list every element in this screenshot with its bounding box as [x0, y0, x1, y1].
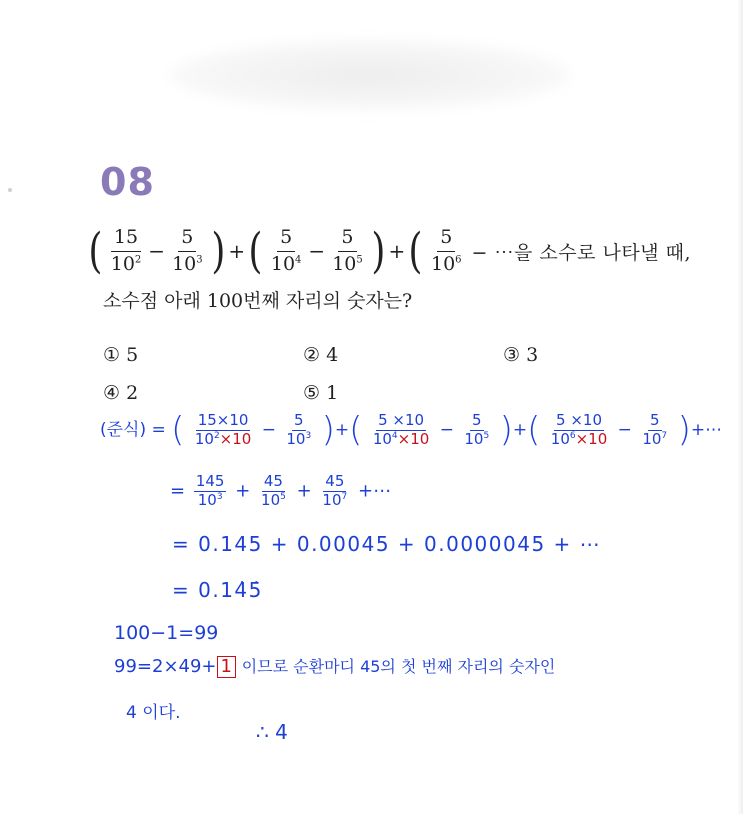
base: 10: [286, 429, 306, 448]
choice-3[interactable]: ③ 3: [503, 344, 539, 366]
open-paren: (: [408, 223, 423, 279]
solution-line-5: 100−1=99: [114, 622, 219, 644]
close-paren: ): [321, 410, 335, 450]
solution-line-2: [170, 474, 391, 509]
plus-sign: +: [388, 239, 406, 263]
open-paren: (: [171, 410, 185, 450]
question-line-2: 소수점 아래 100번째 자리의 숫자는?: [103, 290, 413, 312]
open-paren: (: [88, 223, 103, 279]
minus-sign: −: [617, 420, 632, 440]
open-paren: (: [527, 410, 541, 450]
numerator: 5: [649, 410, 660, 429]
denominator: [259, 492, 288, 509]
question-number: 08: [100, 160, 155, 204]
denominator: [329, 252, 366, 276]
numerator: 5: [437, 227, 455, 252]
exponent: 6: [569, 430, 576, 441]
exponent: 3: [216, 491, 223, 502]
fraction: [108, 227, 145, 276]
exponent: 5: [280, 491, 286, 502]
minus-sign: −: [148, 239, 166, 263]
choice-1[interactable]: ① 5: [103, 344, 139, 366]
open-paren: (: [248, 223, 263, 279]
denominator: [428, 252, 465, 276]
numerator: 5: [277, 227, 295, 252]
base: 10: [464, 429, 484, 448]
hand-fraction: [194, 474, 227, 509]
numerator: 5: [178, 227, 196, 252]
numerator: 5: [338, 227, 356, 252]
denominator: [284, 431, 313, 448]
base: 10: [372, 429, 392, 448]
numerator: 5: [472, 410, 482, 429]
hand-fraction: [284, 410, 313, 448]
exponent: 7: [661, 430, 668, 441]
equation-text: 99=2×49+: [114, 656, 217, 677]
plus-sign: +: [512, 420, 528, 440]
numerator: 15: [111, 227, 141, 252]
denominator: [196, 492, 225, 509]
exponent: 3: [196, 254, 203, 266]
numerator: 5 ×10: [556, 410, 602, 429]
solution-label: (준식) =: [100, 420, 166, 440]
page-edge-shadow: [737, 0, 743, 814]
ellipsis: +⋯: [357, 480, 392, 502]
denominator: [320, 492, 349, 509]
hand-fraction: [259, 474, 288, 509]
fraction: [428, 227, 465, 276]
solution-line-3: = 0.145 + 0.00045 + 0.0000045 + ⋯: [172, 532, 602, 556]
denominator: [169, 252, 206, 276]
exponent: 5: [356, 254, 363, 266]
minus-sign: −: [261, 420, 276, 440]
denominator: [193, 431, 253, 448]
base: 10: [172, 252, 197, 275]
base: 10: [642, 429, 662, 448]
paper-speck: [8, 188, 12, 192]
plus-sign: +: [334, 420, 350, 440]
exponent: 7: [341, 491, 348, 502]
close-paren: ): [371, 223, 386, 279]
base: 10: [261, 490, 281, 509]
solution-line-7: 4 이다.: [126, 703, 181, 723]
denominator: [268, 252, 305, 276]
base: 10: [197, 490, 217, 509]
plus-sign: +: [296, 480, 312, 502]
numerator-text: 15×10: [197, 410, 249, 429]
close-paren: ): [677, 410, 691, 450]
exponent: 2: [134, 254, 142, 266]
base: 10: [332, 252, 357, 275]
fraction: [329, 227, 366, 276]
final-answer: ∴ 4: [256, 720, 288, 744]
base: 10: [194, 429, 214, 448]
solution-line-1: [100, 410, 722, 450]
base: 10: [110, 252, 135, 275]
numerator: 45: [325, 472, 345, 490]
question-trail-text: − ⋯을 소수로 나타낼 때,: [471, 241, 691, 264]
plus-sign: +: [228, 239, 246, 263]
fraction: [268, 227, 305, 276]
numerator: 45: [263, 472, 283, 490]
close-paren: ): [499, 410, 513, 450]
exponent: 6: [455, 254, 462, 266]
boxed-remainder: 1: [217, 656, 236, 678]
exponent: 2: [213, 430, 220, 441]
choice-2[interactable]: ② 4: [303, 344, 339, 366]
red-multiplier: ×10: [219, 429, 252, 448]
explanation-text: 이므로 순환마디 45의 첫 번째 자리의 숫자인: [241, 657, 556, 676]
equals-sign: =: [170, 480, 186, 502]
hand-fraction: [549, 410, 609, 448]
red-multiplier: ×10: [397, 429, 430, 448]
numerator: [196, 410, 251, 431]
numerator-text: 5 ×10: [378, 410, 425, 429]
base: 10: [270, 252, 296, 275]
hand-fraction: [462, 410, 491, 448]
exponent: 4: [295, 254, 302, 266]
minus-sign: −: [439, 420, 454, 440]
choice-5[interactable]: ⑤ 1: [303, 382, 339, 404]
hand-fraction: [371, 410, 431, 448]
numerator: 145: [195, 472, 225, 490]
fraction: [169, 227, 206, 276]
hand-fraction: [320, 474, 349, 509]
numerator: [376, 410, 426, 431]
denominator: [549, 431, 609, 448]
choice-4[interactable]: ④ 2: [103, 382, 139, 404]
ellipsis: +⋯: [690, 420, 723, 440]
close-paren: ): [210, 223, 226, 279]
exponent: 5: [483, 430, 490, 441]
red-multiplier: ×10: [575, 429, 608, 448]
denominator: [640, 431, 669, 448]
hand-fraction: [193, 410, 253, 448]
photo-smudge: [170, 40, 570, 110]
exponent: 3: [305, 430, 312, 441]
minus-sign: −: [308, 239, 326, 263]
denominator: [371, 431, 431, 448]
denominator: [462, 431, 491, 448]
solution-line-6: [114, 654, 555, 678]
base: 10: [430, 252, 456, 275]
exponent: 4: [391, 430, 398, 441]
question-expression: [86, 218, 691, 284]
hand-fraction: [640, 410, 669, 448]
denominator: [108, 252, 145, 276]
base: 10: [322, 490, 342, 509]
plus-sign: +: [235, 480, 251, 502]
solution-line-4: = 0.14̇5̇: [172, 578, 263, 602]
base: 10: [550, 429, 570, 448]
numerator: 5: [294, 410, 304, 429]
open-paren: (: [349, 410, 363, 450]
